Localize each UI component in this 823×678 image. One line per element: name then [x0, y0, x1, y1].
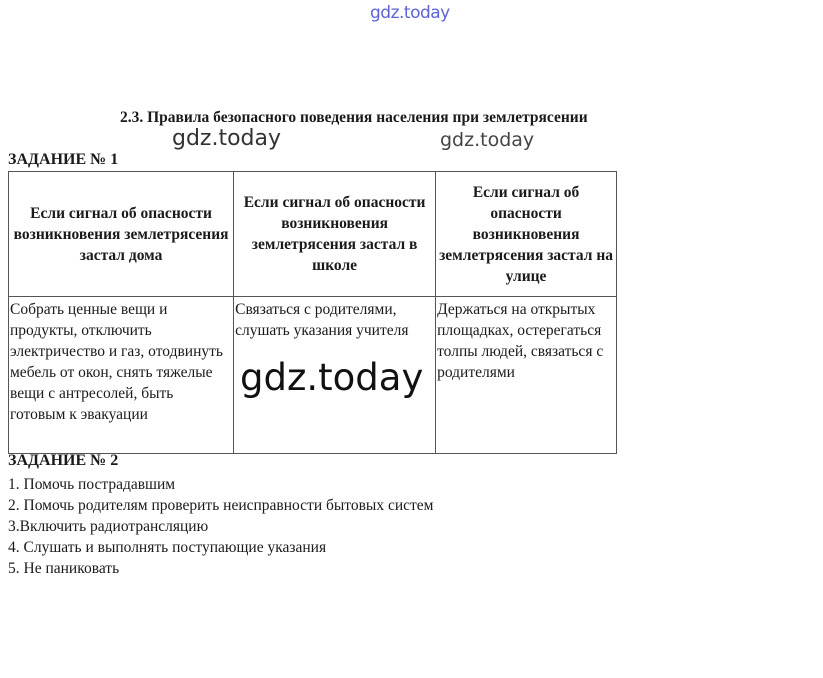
task2-list — [8, 474, 434, 579]
watermark-left: gdz.today — [172, 126, 282, 151]
watermark-top: gdz.today — [370, 3, 450, 23]
cell-school: Связаться с родителями, слушать указания учителя — [234, 297, 436, 454]
cell-home: Собрать ценные вещи и продукты, отключить электричество и газ, отодвинуть мебель от окон, снять тяжелые вещи с антресолей, быть готовым к эвакуации — [9, 297, 234, 454]
list-item: 3.Включить радиотрансляцию — [8, 518, 209, 535]
task1-heading: ЗАДАНИЕ № 1 — [8, 151, 119, 168]
task2-heading: ЗАДАНИЕ № 2 — [8, 452, 119, 469]
list-item: 1. Помочь пострадавшим — [8, 476, 176, 493]
column-header-school: Если сигнал об опасности возникновения землетрясения застал в школе — [234, 172, 436, 297]
list-item: 2. Помочь родителям проверить неисправности бытовых систем — [8, 497, 434, 514]
task1-table — [8, 171, 617, 454]
watermark-center: gdz.today — [240, 356, 424, 399]
list-item: 5. Не паниковать — [8, 560, 120, 577]
table-header-row — [9, 172, 617, 297]
page-title: 2.3. Правила безопасного поведения населения при землетрясении — [120, 109, 588, 126]
watermark-right: gdz.today — [440, 129, 535, 151]
column-header-home: Если сигнал об опасности возникновения землетрясения застал дома — [9, 172, 234, 297]
column-header-street: Если сигнал об опасности возникновения землетрясения застал на улице — [436, 172, 617, 297]
list-item: 4. Слушать и выполнять поступающие указания — [8, 539, 327, 556]
cell-street: Держаться на открытых площадках, остерегаться толпы людей, связаться с родителями — [436, 297, 617, 454]
